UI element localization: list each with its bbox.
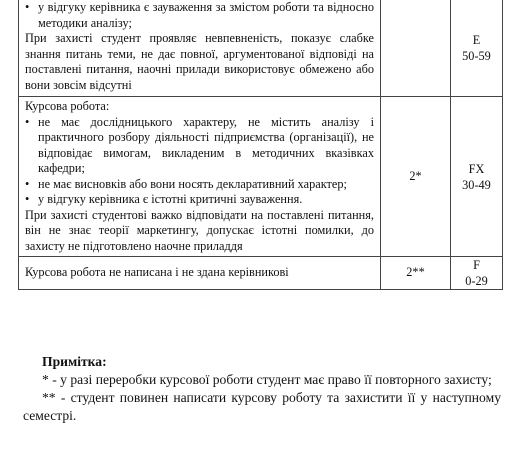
national-grade-cell: 2**: [381, 257, 451, 290]
national-grade-cell: [381, 0, 451, 97]
criteria-text: не має висновків або вони носять декларативний характер;: [38, 176, 347, 191]
criteria-paragraph: Курсова робота не написана і не здана керівникові: [25, 265, 289, 280]
note-line: ** - студент повинен написати курсову роботу та захистити її у наступному семестрі.: [23, 390, 501, 423]
ects-grade-cell: [451, 0, 503, 97]
table-row: [19, 257, 503, 290]
criteria-text: у відгуку керівника є зауваження за змістом роботи та відносно методики аналізу;: [38, 0, 374, 30]
criteria-paragraph: При захисті студентові важко відповідати на поставлені питання, він не знає теорії маркетингу, допускає істотні помилки, до захисту не підготовлено наочне приладдя: [25, 207, 374, 253]
ects-grade-cell: [451, 97, 503, 257]
criteria-bullet-item: [25, 115, 374, 177]
criteria-bullet-item: [25, 0, 374, 31]
bullet-icon: •: [25, 0, 30, 14]
grading-criteria-table: [18, 0, 503, 290]
criteria-bullet-item: [25, 177, 374, 193]
table-row: [19, 97, 503, 257]
ects-range: 30-49: [462, 177, 491, 192]
national-grade-cell: 2*: [381, 97, 451, 257]
ects-grade-cell: [451, 257, 503, 290]
criteria-bullet-item: [25, 192, 374, 208]
bullet-icon: •: [25, 192, 30, 206]
table-row: [19, 0, 503, 97]
criteria-paragraph: При захисті студент проявляє невпевненість, показує слабке знання питань теми, не дає повної, аргументованої відповіді на поставлені питання, наочні прилади використовує обмежено або вони зовсім відсутні: [25, 31, 374, 92]
note-section: [23, 353, 501, 425]
criteria-text: у відгуку керівника є істотні критичні зауваження.: [38, 192, 303, 206]
criteria-cell: [19, 0, 381, 97]
ects-letter: E: [472, 33, 481, 47]
criteria-cell: [19, 97, 381, 257]
bullet-icon: •: [25, 114, 30, 129]
criteria-paragraph: Курсова робота:: [25, 99, 110, 113]
ects-range: 50-59: [462, 49, 491, 63]
note-title: Примітка:: [42, 354, 107, 369]
criteria-cell: [19, 257, 381, 290]
note-line: * - у разі переробки курсової роботи студент має право її повторного захисту;: [42, 372, 492, 387]
ects-range: 0-29: [465, 274, 488, 288]
bullet-icon: •: [25, 176, 30, 191]
ects-letter: F: [473, 258, 480, 272]
ects-letter: FX: [468, 161, 485, 176]
criteria-text: не має дослідницького характеру, не містить аналізу і практичного розбору діяльності підприємства (організації), не відповідає вимогам, викладеним в методичних вказівках кафедри;: [38, 114, 374, 175]
